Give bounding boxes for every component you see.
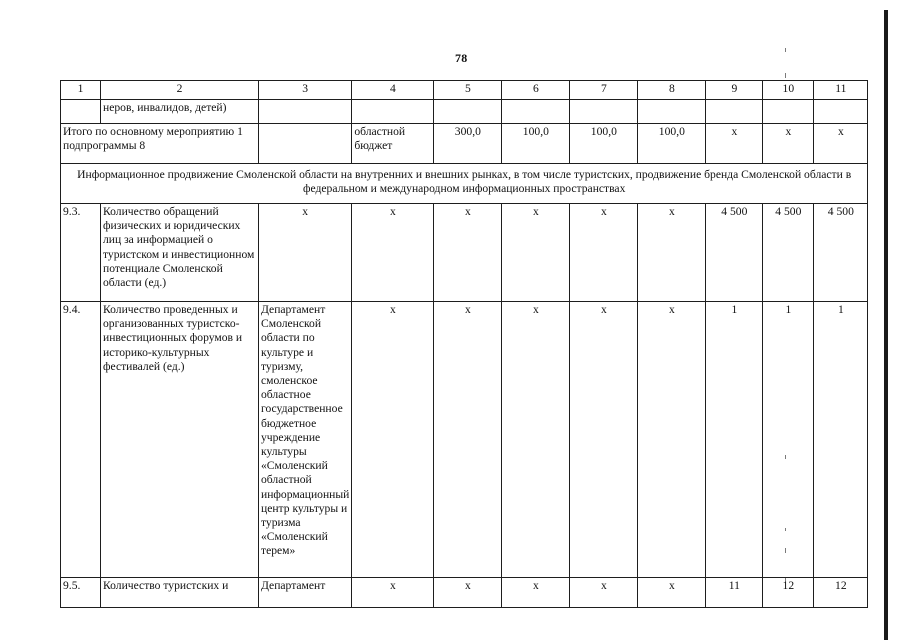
indicators-table xyxy=(60,80,868,608)
page-number: 78 xyxy=(455,51,468,65)
value-cell: x xyxy=(638,578,706,608)
column-number: 4 xyxy=(352,81,434,100)
table-cell xyxy=(638,100,706,124)
scan-speck xyxy=(785,73,786,78)
value-cell: 4 500 xyxy=(763,204,814,302)
value-cell: x xyxy=(570,578,638,608)
total-value: x xyxy=(706,124,763,164)
executor: Департамент Смоленской области по культуре и туризму, смоленское областное государственное бюджетное учреждение культуры «Смоленский областной информационный центр культуры и туризма «Смоленский терем» xyxy=(259,302,352,578)
indicator-name: Количество туристских и xyxy=(101,578,259,608)
table-cell xyxy=(352,100,434,124)
column-number: 7 xyxy=(570,81,638,100)
scan-speck xyxy=(785,48,786,52)
value-cell: 4 500 xyxy=(706,204,763,302)
value-cell: 12 xyxy=(814,578,868,608)
total-value: 100,0 xyxy=(638,124,706,164)
table-cell xyxy=(763,100,814,124)
column-number-row xyxy=(61,81,868,100)
funding-source: областной бюджет xyxy=(352,124,434,164)
total-value: x xyxy=(814,124,868,164)
value-cell: x xyxy=(502,204,570,302)
continuation-text: неров, инвалидов, детей) xyxy=(101,100,259,124)
value-cell: 11 xyxy=(706,578,763,608)
column-number: 11 xyxy=(814,81,868,100)
value-cell: x xyxy=(352,578,434,608)
indicator-name: Количество обращений физических и юридических лиц за информацией о туристском и инвестиционном потенциале Смоленской области (ед.) xyxy=(101,204,259,302)
table-cell xyxy=(502,100,570,124)
total-label: Итого по основному мероприятию 1 подпрограммы 8 xyxy=(61,124,259,164)
table-cell xyxy=(259,100,352,124)
value-cell: x xyxy=(638,204,706,302)
value-cell: x xyxy=(434,578,502,608)
total-row xyxy=(61,124,868,164)
value-cell: 12 xyxy=(763,578,814,608)
table-row xyxy=(61,578,868,608)
total-value: x xyxy=(763,124,814,164)
value-cell: x xyxy=(352,302,434,578)
column-number: 1 xyxy=(61,81,101,100)
indicator-name: Количество проведенных и организованных туристско-инвестиционных форумов и историко-культурных фестивалей (ед.) xyxy=(101,302,259,578)
scan-edge-bar xyxy=(884,10,888,640)
table-cell xyxy=(814,100,868,124)
column-number: 10 xyxy=(763,81,814,100)
column-number: 6 xyxy=(502,81,570,100)
table-cell xyxy=(259,124,352,164)
value-cell: x xyxy=(638,302,706,578)
value-cell: 4 500 xyxy=(814,204,868,302)
value-cell: x xyxy=(570,302,638,578)
section-row xyxy=(61,164,868,204)
value-cell: 1 xyxy=(706,302,763,578)
section-title: Информационное продвижение Смоленской области на внутренних и внешних рынках, в том числе туристских, продвижение бренда Смоленской области в федеральном и международном информационных пространствах xyxy=(61,164,868,204)
table-row xyxy=(61,302,868,578)
column-number: 3 xyxy=(259,81,352,100)
continuation-row xyxy=(61,100,868,124)
value-cell: x xyxy=(352,204,434,302)
table-cell xyxy=(434,100,502,124)
value-cell: x xyxy=(434,204,502,302)
row-number: 9.4. xyxy=(61,302,101,578)
table-cell xyxy=(706,100,763,124)
table-cell xyxy=(570,100,638,124)
column-number: 9 xyxy=(706,81,763,100)
value-cell: x xyxy=(434,302,502,578)
executor: x xyxy=(259,204,352,302)
row-number: 9.5. xyxy=(61,578,101,608)
table-cell xyxy=(61,100,101,124)
column-number: 5 xyxy=(434,81,502,100)
total-value: 100,0 xyxy=(502,124,570,164)
executor: Департамент xyxy=(259,578,352,608)
table-row xyxy=(61,204,868,302)
value-cell: x xyxy=(570,204,638,302)
value-cell: 1 xyxy=(763,302,814,578)
value-cell: x xyxy=(502,578,570,608)
column-number: 8 xyxy=(638,81,706,100)
value-cell: x xyxy=(502,302,570,578)
total-value: 300,0 xyxy=(434,124,502,164)
total-value: 100,0 xyxy=(570,124,638,164)
value-cell: 1 xyxy=(814,302,868,578)
row-number: 9.3. xyxy=(61,204,101,302)
column-number: 2 xyxy=(101,81,259,100)
